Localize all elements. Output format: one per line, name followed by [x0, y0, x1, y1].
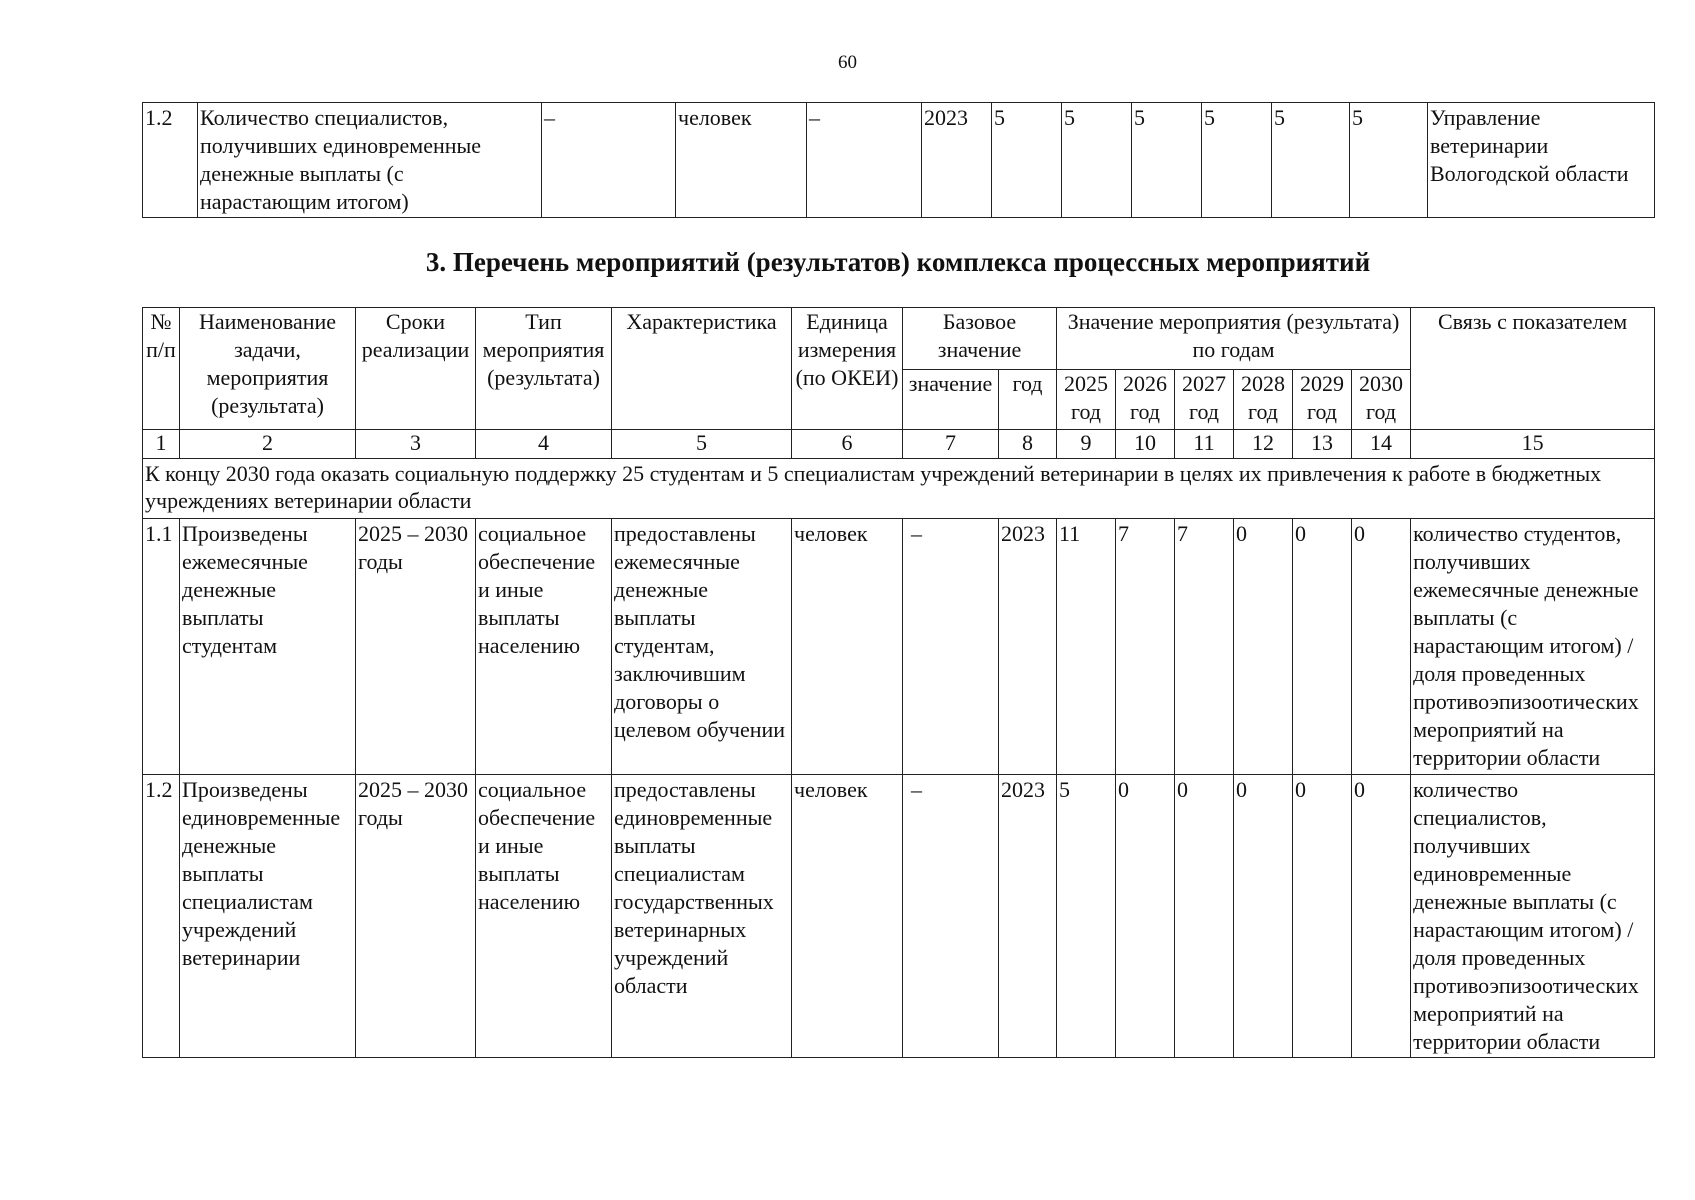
column-number: 7 — [903, 430, 999, 459]
value-cell: 5 — [992, 103, 1062, 218]
value-cell: 0 — [1352, 775, 1411, 1058]
characteristic-cell: предоставлены ежемесячные денежные выплаты студентам, заключившим договоры о целевом обучении — [612, 519, 792, 775]
unit-cell: человек — [676, 103, 807, 218]
page-number: 60 — [838, 52, 857, 73]
column-number: 9 — [1057, 430, 1116, 459]
header-type: Тип мероприятия (результата) — [476, 308, 612, 430]
header-row — [143, 308, 1655, 370]
column-number: 3 — [356, 430, 476, 459]
header-unit: Единица измерения (по ОКЕИ) — [792, 308, 903, 430]
value-cell: 5 — [1057, 775, 1116, 1058]
value-cell: 5 — [1132, 103, 1202, 218]
base-value-cell: – — [903, 519, 999, 775]
characteristic-cell: предоставлены единовременные выплаты специалистам государственных ветеринарных учреждений области — [612, 775, 792, 1058]
unit-cell: человек — [792, 519, 903, 775]
column-number: 6 — [792, 430, 903, 459]
header-terms: Сроки реализации — [356, 308, 476, 430]
header-characteristic: Характеристика — [612, 308, 792, 430]
column-number: 14 — [1352, 430, 1411, 459]
base-year-cell: 2023 — [999, 775, 1057, 1058]
column-number: 4 — [476, 430, 612, 459]
measure-name: Произведены единовременные денежные выплаты специалистам учреждений ветеринарии — [180, 775, 356, 1058]
header-base-value: значение — [903, 370, 999, 430]
continuation-table — [142, 102, 1655, 218]
value-cell: 0 — [1175, 775, 1234, 1058]
base-value-cell: – — [903, 775, 999, 1058]
base-year-cell: 2023 — [922, 103, 992, 218]
header-year: 2028 год — [1234, 370, 1293, 430]
task-row — [143, 459, 1655, 519]
terms-cell: 2025 – 2030 годы — [356, 775, 476, 1058]
header-num: № п/п — [143, 308, 180, 430]
value-cell: 11 — [1057, 519, 1116, 775]
measure-name: Произведены ежемесячные денежные выплаты студентам — [180, 519, 356, 775]
link-cell: количество специалистов, получивших единовременные денежные выплаты (с нарастающим итогом) / доля проведенных противоэпизоотических мероприятий на территории области — [1411, 775, 1655, 1058]
value-cell: 0 — [1293, 775, 1352, 1058]
column-number: 1 — [143, 430, 180, 459]
column-number: 2 — [180, 430, 356, 459]
type-cell: социальное обеспечение и иные выплаты населению — [476, 519, 612, 775]
value-cell: 5 — [1350, 103, 1428, 218]
header-year: 2025 год — [1057, 370, 1116, 430]
column-number: 15 — [1411, 430, 1655, 459]
header-base: Базовое значение — [903, 308, 1057, 370]
header-year: 2027 год — [1175, 370, 1234, 430]
column-numbers-row — [143, 430, 1655, 459]
cell-dash: – — [807, 103, 922, 218]
value-cell: 5 — [1062, 103, 1132, 218]
value-cell: 0 — [1234, 519, 1293, 775]
row-number: 1.1 — [143, 519, 180, 775]
header-year: 2029 год — [1293, 370, 1352, 430]
task-text: К концу 2030 года оказать социальную поддержку 25 студентам и 5 специалистам учреждений ветеринарии в целях их привлечения к работе в бюджетных учреждениях ветеринарии области — [143, 459, 1655, 519]
table-row — [143, 519, 1655, 775]
row-number: 1.2 — [143, 775, 180, 1058]
base-year-cell: 2023 — [999, 519, 1057, 775]
value-cell: 0 — [1352, 519, 1411, 775]
value-cell: 0 — [1116, 775, 1175, 1058]
column-number: 12 — [1234, 430, 1293, 459]
value-cell: 0 — [1293, 519, 1352, 775]
type-cell: социальное обеспечение и иные выплаты населению — [476, 775, 612, 1058]
unit-cell: человек — [792, 775, 903, 1058]
responsible-cell: Управление ветеринарии Вологодской области — [1428, 103, 1655, 218]
column-number: 10 — [1116, 430, 1175, 459]
header-year: 2030 год — [1352, 370, 1411, 430]
value-cell: 5 — [1202, 103, 1272, 218]
value-cell: 0 — [1234, 775, 1293, 1058]
header-name: Наименование задачи, мероприятия (результата) — [180, 308, 356, 430]
column-number: 13 — [1293, 430, 1352, 459]
value-cell: 7 — [1116, 519, 1175, 775]
terms-cell: 2025 – 2030 годы — [356, 519, 476, 775]
header-year: 2026 год — [1116, 370, 1175, 430]
link-cell: количество студентов, получивших ежемесячные денежные выплаты (с нарастающим итогом) / доля проведенных противоэпизоотических мероприятий на территории области — [1411, 519, 1655, 775]
header-base-year: год — [999, 370, 1057, 430]
header-values-by-year: Значение мероприятия (результата) по годам — [1057, 308, 1411, 370]
indicator-name: Количество специалистов, получивших единовременные денежные выплаты (с нарастающим итогом) — [198, 103, 542, 218]
cell-dash: – — [542, 103, 676, 218]
column-number: 8 — [999, 430, 1057, 459]
value-cell: 7 — [1175, 519, 1234, 775]
column-number: 11 — [1175, 430, 1234, 459]
table-row — [143, 775, 1655, 1058]
row-number: 1.2 — [143, 103, 198, 218]
table-row — [143, 103, 1655, 218]
section-title: 3. Перечень мероприятий (результатов) комплекса процессных мероприятий — [425, 247, 1371, 277]
measures-table — [142, 307, 1655, 1058]
value-cell: 5 — [1272, 103, 1350, 218]
header-link: Связь с показателем — [1411, 308, 1655, 430]
column-number: 5 — [612, 430, 792, 459]
